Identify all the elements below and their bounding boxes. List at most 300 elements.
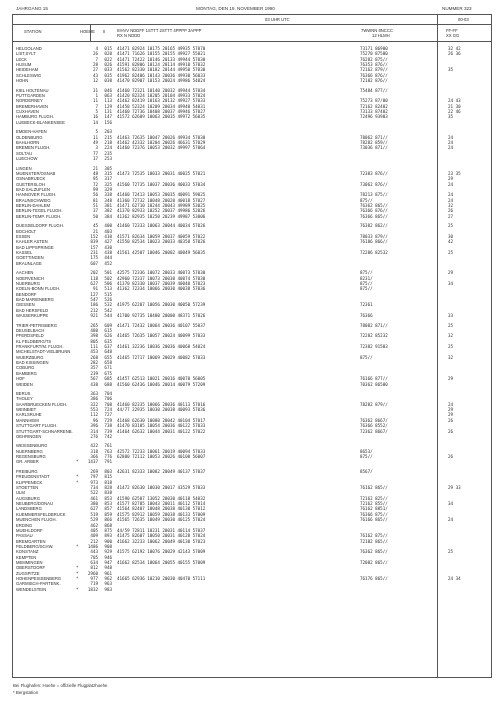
station-name: BAD HERSFELD [16, 307, 49, 313]
station-index: 317 [104, 176, 112, 182]
station-index: 015 [104, 46, 112, 51]
station-index: 637 [104, 344, 112, 350]
wind-gust: 32 [448, 333, 454, 339]
cloud-groups: 875// [360, 270, 373, 276]
station-name: KIEL HOLTENAU [16, 87, 49, 93]
mountain-marker: * [76, 479, 79, 485]
observation-groups: 41462 82419 10163 20132 49927 57033 [117, 98, 206, 104]
wind-gust: 22 46 [448, 109, 461, 115]
station-index: 022 [104, 56, 112, 62]
cloud-groups: 73062 876// [360, 181, 388, 187]
station-index: 704 [104, 391, 112, 397]
station-name: BAD LIPPSPRINGE [16, 244, 54, 250]
station-name: ZUGSPITZE [16, 570, 40, 576]
station-name: KASSEL [16, 250, 33, 256]
observation-groups: 41460 72376 10053 20032 49997 57064 [117, 145, 206, 151]
station-index: 033 [104, 67, 112, 73]
cloud-groups: 72496 93903 [360, 114, 388, 120]
station-height: 553 [90, 407, 98, 413]
station-height: 95 [92, 176, 98, 182]
observation-groups: 41560 72735 10037 20036 40033 57034 [117, 181, 206, 187]
station-index: 235 [104, 150, 112, 156]
observation-groups: 41571 82634 10059 20037 40059 57022 [117, 234, 206, 239]
station-name: NUERNBERG [16, 448, 43, 454]
station-height: 31 [92, 87, 98, 93]
station-name: BREMERHAVEN [16, 103, 49, 109]
cloud-groups: 76176 865// [360, 576, 388, 581]
station-height: 72 [92, 181, 98, 187]
observation-groups: 41590 62507 13052 20030 40118 54032 [117, 495, 206, 501]
observation-groups: 42575 72336 10072 20033 40073 57030 [117, 270, 206, 276]
cloud-groups: 72082 865// [360, 559, 388, 565]
station-index: 384 [104, 213, 112, 219]
station-index: 868 [104, 522, 112, 528]
station-height: 480 [90, 328, 98, 333]
station-index: 688 [104, 381, 112, 387]
station-index: 791 [104, 459, 112, 465]
station-height: 634 [90, 559, 98, 565]
station-index: 635 [104, 338, 112, 344]
observation-groups: 41575 62192 10076 20029 42143 57009 [117, 549, 206, 555]
wind-gust: 35 [448, 114, 454, 120]
wind-gust: 30 [448, 234, 454, 239]
station-index: 648 [104, 349, 112, 355]
observation-groups: 41450 52324 10209 20034 49940 54031 [117, 103, 206, 109]
observation-groups: 44/59 72811 10231 20031 40114 57037 [117, 527, 206, 533]
station-name: STOETTEN [16, 485, 39, 491]
station-name: EMDEN-HAFEN [16, 129, 47, 135]
station-height: 812 [90, 565, 98, 571]
observation-groups: 41565 72635 10049 20030 40125 57024 [117, 517, 206, 523]
cloud-groups: 78062 871// [360, 134, 388, 140]
observation-groups: 41575 82912 10059 20038 40133 57009 [117, 511, 206, 517]
station-index: 253 [104, 156, 112, 162]
station-height: 396 [90, 423, 98, 429]
station-name: FREUDENSTADT [16, 474, 50, 480]
station-height: 112 [90, 412, 98, 418]
station-index: 727 [104, 412, 112, 418]
cloud-groups: 72182 876// [360, 78, 388, 84]
station-height: 366 [90, 454, 98, 460]
station-height: 50 [92, 213, 98, 219]
station-height: 973 [90, 479, 98, 485]
station-height: 627 [90, 281, 98, 286]
station-height: 11 [92, 134, 98, 140]
cloud-groups: 76366 865// [360, 213, 388, 219]
station-index: 761 [104, 443, 112, 449]
station-height: 212 [90, 307, 98, 313]
cloud-groups: 75484 877// [360, 87, 388, 93]
observation-groups: 41962 82406 10143 20036 49930 56033 [117, 72, 206, 78]
station-index: 675 [104, 370, 112, 376]
station-height: 4 [95, 46, 98, 51]
col-hoehe: HOEHE [80, 29, 95, 34]
station-index: 020 [104, 51, 112, 57]
station-name: SAARBRUECKEN FLUGH. [16, 401, 68, 407]
station-height: 734 [90, 485, 98, 491]
station-index: 382 [104, 208, 112, 214]
col-station: STATION [24, 29, 42, 34]
station-height: 1832 [87, 586, 98, 592]
wind-gust: 25 [448, 549, 454, 555]
cloud-groups: 76162 8851/ [360, 506, 388, 512]
wind-gust: 26 [448, 208, 454, 214]
mountain-marker: * [76, 459, 79, 465]
observation-groups: 41591 82806 10124 20114 49910 57032 [117, 62, 206, 68]
station-name: BERLIN-TEGEL FLUGH. [16, 208, 63, 214]
wind-gust: 35 [448, 67, 454, 73]
station-name: BREMEN FLUGH. [16, 145, 51, 151]
observation-groups: 41662 82534 10064 20055 40155 57009 [117, 559, 206, 565]
station-height: 314 [90, 428, 98, 434]
station-name: HANNOVER FLUGH. [16, 192, 57, 198]
station-name: HUSUM [16, 62, 32, 68]
wind-gust: 29 [448, 407, 454, 413]
station-index: 893 [104, 533, 112, 539]
station-height: 239 [90, 370, 98, 376]
wind-gust: 24 [448, 140, 454, 145]
observation-groups: 41468 62630 10080 20042 40104 57017 [117, 417, 206, 423]
station-index: 129 [104, 103, 112, 109]
observation-groups: 41465 72717 10069 20029 40082 57033 [117, 354, 206, 360]
station-name: BERLIN-TEMP. FLUGH. [16, 213, 62, 219]
mountain-marker: * [76, 543, 79, 549]
station-height: 422 [90, 443, 98, 449]
station-height: 265 [90, 322, 98, 328]
station-index: 427 [104, 239, 112, 245]
wind-gust: 32 42 [448, 46, 461, 51]
observation-groups: 41460 72321 10140 20032 49944 57034 [117, 87, 206, 93]
station-index: 444 [104, 255, 112, 261]
station-index: 329 [104, 187, 112, 192]
observation-groups: 41471 71626 10155 20155 49927 55021 [117, 51, 206, 57]
station-name: HAMBURG FLUGH. [16, 114, 54, 120]
station-height: 14 [92, 119, 98, 125]
station-index: 853 [104, 501, 112, 507]
station-index: 147 [104, 114, 112, 120]
observation-groups: 41700 92735 10400 20000 48371 57026 [117, 313, 206, 319]
station-index: 708 [104, 401, 112, 407]
observation-groups: 41460 72333 10063 20044 40034 57026 [117, 223, 206, 229]
observation-groups: 41470 83105 10054 20036 40122 57033 [117, 423, 206, 429]
time-range: 00-03 [458, 17, 469, 22]
wind-gust: 23 35 [448, 170, 461, 176]
station-height: 43 [92, 72, 98, 78]
cloud-groups: 73133 87402 [360, 109, 388, 115]
wind-gust: 26 36 [448, 51, 461, 57]
station-height: 231 [90, 250, 98, 256]
cloud-groups: 72383 876// [360, 170, 388, 176]
observation-groups: 41471 82924 10175 20165 49935 57070 [117, 46, 206, 51]
wind-gust: 29 33 [448, 485, 461, 491]
station-height: 5 [95, 109, 98, 115]
station-height: 453 [90, 349, 98, 355]
station-name: NEUBERG/DONAU [16, 501, 53, 507]
station-height: 202 [90, 270, 98, 276]
station-height: 96 [92, 417, 98, 423]
cloud-groups: 72382 91503 [360, 344, 388, 350]
station-name: OBERSTDORF [16, 565, 46, 571]
station-height: 51 [92, 203, 98, 209]
cloud-groups: 72162 855// [360, 501, 388, 507]
station-index: 671 [104, 365, 112, 371]
station-index: 815 [104, 474, 112, 480]
station-height: 921 [90, 313, 98, 319]
station-name: ERDING [16, 522, 33, 528]
col-ff: FF-FF [446, 28, 458, 33]
station-name: MUENCHEN FLUGH. [16, 517, 57, 523]
station-index: 615 [104, 328, 112, 333]
cloud-groups: 8567/ [360, 469, 373, 474]
station-height: 3 [95, 145, 98, 151]
station-name: REGENSBURG [16, 454, 46, 460]
station-name: OSNABRUECK [16, 176, 46, 182]
station-height: 839 [90, 239, 98, 245]
wind-gust: 21 30 [448, 103, 461, 109]
station-name: PUTTGARDEN [16, 93, 45, 98]
wind-gust: 34 [448, 281, 454, 286]
observation-groups: 41665 62936 10210 20030 40470 57111 [117, 576, 206, 581]
wind-gust: 27 [448, 213, 454, 219]
wind-gust: 24 [448, 192, 454, 198]
station-height: 186 [90, 302, 98, 308]
station-height: 49 [92, 140, 98, 145]
cloud-groups: 75270 87500 [360, 51, 388, 57]
station-name: KAHLER ASTEN [16, 239, 48, 245]
station-height: 12 [92, 78, 98, 84]
observation-groups: 41460 72736 10408 20037 49946 57027 [117, 109, 206, 115]
wind-gust: 29 [448, 270, 454, 276]
cloud-groups: 72162 82402 [360, 103, 388, 109]
station-height: 462 [90, 522, 98, 528]
station-height: 705 [90, 554, 98, 560]
station-height: 322 [90, 401, 98, 407]
station-index: 866 [104, 517, 112, 523]
station-index: 763 [104, 448, 112, 454]
station-name: FRANKFURT/M. FLUGH. [16, 344, 64, 350]
observation-groups: 41464 62632 10044 20031 40122 57022 [117, 428, 206, 434]
station-index: 947 [104, 559, 112, 565]
station-index: 513 [104, 286, 112, 292]
observation-groups: 41560 62436 10046 20014 40079 57209 [117, 381, 206, 387]
col-group1: IIIHVV NDDFF 1STTT 2STTT 4PPPP 3APPP [117, 28, 202, 33]
mountain-marker: * [76, 474, 79, 480]
station-index: 026 [104, 62, 112, 68]
station-index: 908 [104, 543, 112, 549]
station-name: BOCHOLT [16, 228, 36, 234]
wind-gust: 34 [448, 501, 454, 507]
station-index: 739 [104, 428, 112, 434]
cloud-groups: 76162 865// [360, 485, 388, 491]
station-index: 818 [104, 479, 112, 485]
station-name: HEIDEHAM [16, 67, 39, 73]
cloud-groups: 73036 871// [360, 145, 388, 151]
observation-groups: 41471 72422 10146 20133 49944 57030 [117, 56, 206, 62]
observation-groups: 41463 72635 10047 20026 49934 57030 [117, 134, 206, 140]
station-height: 805 [90, 338, 98, 344]
station-index: 626 [104, 333, 112, 339]
station-name: KARLSRUHE [16, 412, 42, 418]
station-name: HOF [16, 376, 25, 382]
station-height: 56 [92, 192, 98, 198]
station-name: NUERBURG [16, 281, 40, 286]
station-height: 175 [90, 255, 98, 261]
observation-groups: 41472 82630 10030 20017 43529 57033 [117, 485, 206, 491]
station-name: KONSTANZ [16, 549, 39, 555]
wind-gust: 24 [448, 134, 454, 140]
station-name: BAD KISSINGEN [16, 360, 49, 366]
station-height: 127 [90, 291, 98, 297]
station-index: 776 [104, 454, 112, 460]
station-index: 929 [104, 549, 112, 555]
station-index: 542 [104, 307, 112, 313]
station-name: BERLIN-DAHLEM [16, 203, 50, 209]
wind-gust: 24 [448, 181, 454, 187]
station-index: 063 [104, 93, 112, 98]
station-index: 961 [104, 570, 112, 576]
cloud-groups: 76282 875// [360, 56, 388, 62]
station-name: ULM [16, 490, 25, 496]
observation-groups: 44/77 22935 10030 20038 40093 57036 [117, 407, 206, 413]
station-name: NOERVENICH [16, 275, 44, 281]
station-name: MANNHEIM [16, 417, 39, 423]
station-height: 276 [90, 433, 98, 439]
station-height: 157 [90, 244, 98, 250]
observation-groups: 62800 72112 10053 20026 40100 56007 [117, 454, 206, 460]
station-index: 742 [104, 433, 112, 439]
wind-gust: 24 [448, 197, 454, 203]
station-name: LUEBECK-BLANKENSEE [16, 119, 65, 125]
station-index: 658 [104, 360, 112, 366]
station-height: 627 [90, 506, 98, 512]
right-column-divider [437, 14, 438, 678]
observation-groups: 41550 82534 10023 20033 48358 57026 [117, 239, 206, 245]
station-index: 218 [104, 140, 112, 145]
station-index: 685 [104, 376, 112, 382]
observation-groups: 41420 82324 10205 20104 49933 57024 [117, 93, 206, 98]
station-name: OEHRINGEN [16, 433, 42, 439]
station-name: SCHLESWIG [16, 72, 42, 78]
station-name: BAMBERG [16, 370, 37, 376]
wind-gust: 26 [448, 428, 454, 434]
station-height: 268 [90, 354, 98, 360]
station-name: STUTTGART FLUGH. [16, 423, 58, 429]
wind-gust: 24 34 [448, 576, 461, 581]
station-height: 405 [90, 527, 98, 533]
wind-gust: 29 [448, 176, 454, 182]
wind-gust: 42 [448, 239, 454, 245]
station-height: 91 [92, 286, 98, 292]
station-index: 963 [104, 581, 112, 587]
station-index: 381 [104, 203, 112, 209]
station-name: AUGSBURG [16, 495, 40, 501]
cloud-groups: 78033 879// [360, 234, 388, 239]
station-height: 5 [95, 129, 98, 135]
station-height: 99 [92, 187, 98, 192]
col-bncc-sub: 12 HLMH [372, 33, 390, 38]
station-name: KLIPPENECK [16, 479, 43, 485]
station-index: 038 [104, 78, 112, 84]
station-index: 609 [104, 322, 112, 328]
station-name: MICHELSTADT-VIELBRUNN [16, 349, 71, 355]
station-name: LUECHOW [16, 156, 38, 162]
station-index: 315 [104, 170, 112, 176]
station-name: PFERDSFELD [16, 333, 44, 339]
cloud-groups: 78282 879// [360, 401, 388, 407]
cloud-groups: 72286 82532 [360, 250, 388, 256]
station-name: KEMPTEN [16, 554, 37, 560]
station-name: GOETTINGEN [16, 255, 44, 261]
wind-gust: 33 [448, 313, 454, 319]
station-height: 522 [90, 490, 98, 496]
observation-groups: 41360 72732 10048 20020 40018 57027 [117, 197, 206, 203]
cloud-groups: 76362 865// [360, 549, 388, 555]
col-ii: II [103, 29, 106, 34]
station-index: 046 [104, 87, 112, 93]
station-name: NORDERNEY [16, 98, 43, 104]
station-index: 857 [104, 506, 112, 512]
cloud-groups: 78282 859// [360, 140, 388, 145]
observation-groups: 41473 72535 10033 20031 40025 57021 [117, 170, 206, 176]
observation-groups: 41471 72432 10064 20036 40107 55037 [117, 322, 206, 328]
cloud-groups: 76166 877// [360, 376, 388, 382]
wind-gust: 25 [448, 344, 454, 350]
cloud-groups: 8231/ [360, 275, 373, 281]
station-index: 655 [104, 354, 112, 360]
station-name: TRIER-PETRISBERG [16, 322, 57, 328]
observation-time: 03 UHR UTC [265, 17, 290, 22]
cloud-groups: 76366 876// [360, 72, 388, 78]
station-index: 403 [104, 228, 112, 234]
station-name: KOELN-BONN FLUGH. [16, 286, 61, 292]
station-height: 607 [90, 260, 98, 266]
cloud-groups: 76366 875// [360, 511, 388, 517]
station-height: 111 [90, 344, 98, 350]
station-name: HOHENPEISSENBERG [16, 576, 62, 581]
station-height: 152 [90, 234, 98, 239]
station-name: BAD MARIENBERG [16, 297, 54, 303]
mountain-marker: * [76, 576, 79, 581]
station-index: 532 [104, 302, 112, 308]
station-name: PASSAU [16, 533, 33, 539]
station-height: 443 [90, 549, 98, 555]
station-index: 946 [104, 554, 112, 560]
wind-gust: 32 [448, 203, 454, 209]
station-index: 983 [104, 586, 112, 592]
station-height: 37 [92, 208, 98, 214]
cloud-groups: 76382 862// [360, 223, 388, 229]
station-height: 7 [95, 56, 98, 62]
footnote-airport: Bei Flughafen: Hoehe = offizielle Flugplatzhoehe [13, 683, 108, 688]
station-index: 838 [104, 490, 112, 496]
station-height: 797 [90, 474, 98, 480]
station-name: GR. ARBER [16, 459, 39, 465]
observation-groups: 41662 32233 10062 20049 40130 57023 [117, 538, 206, 544]
station-height: 977 [90, 576, 98, 581]
station-index: 410 [104, 234, 112, 239]
station-name: GARMISCH-PARTENK. [16, 581, 61, 587]
observation-groups: 41470 82907 10153 20024 49986 54024 [117, 78, 206, 84]
station-index: 803 [104, 469, 112, 474]
station-name: CUXHAVEN [16, 109, 39, 115]
cloud-groups: 875// [360, 454, 373, 460]
station-height: 357 [90, 365, 98, 371]
station-height: 363 [90, 391, 98, 397]
cloud-groups: 875// [360, 197, 373, 203]
station-height: 1 [95, 93, 98, 98]
station-index: 131 [104, 109, 112, 115]
cloud-groups: 76162 875// [360, 533, 388, 539]
